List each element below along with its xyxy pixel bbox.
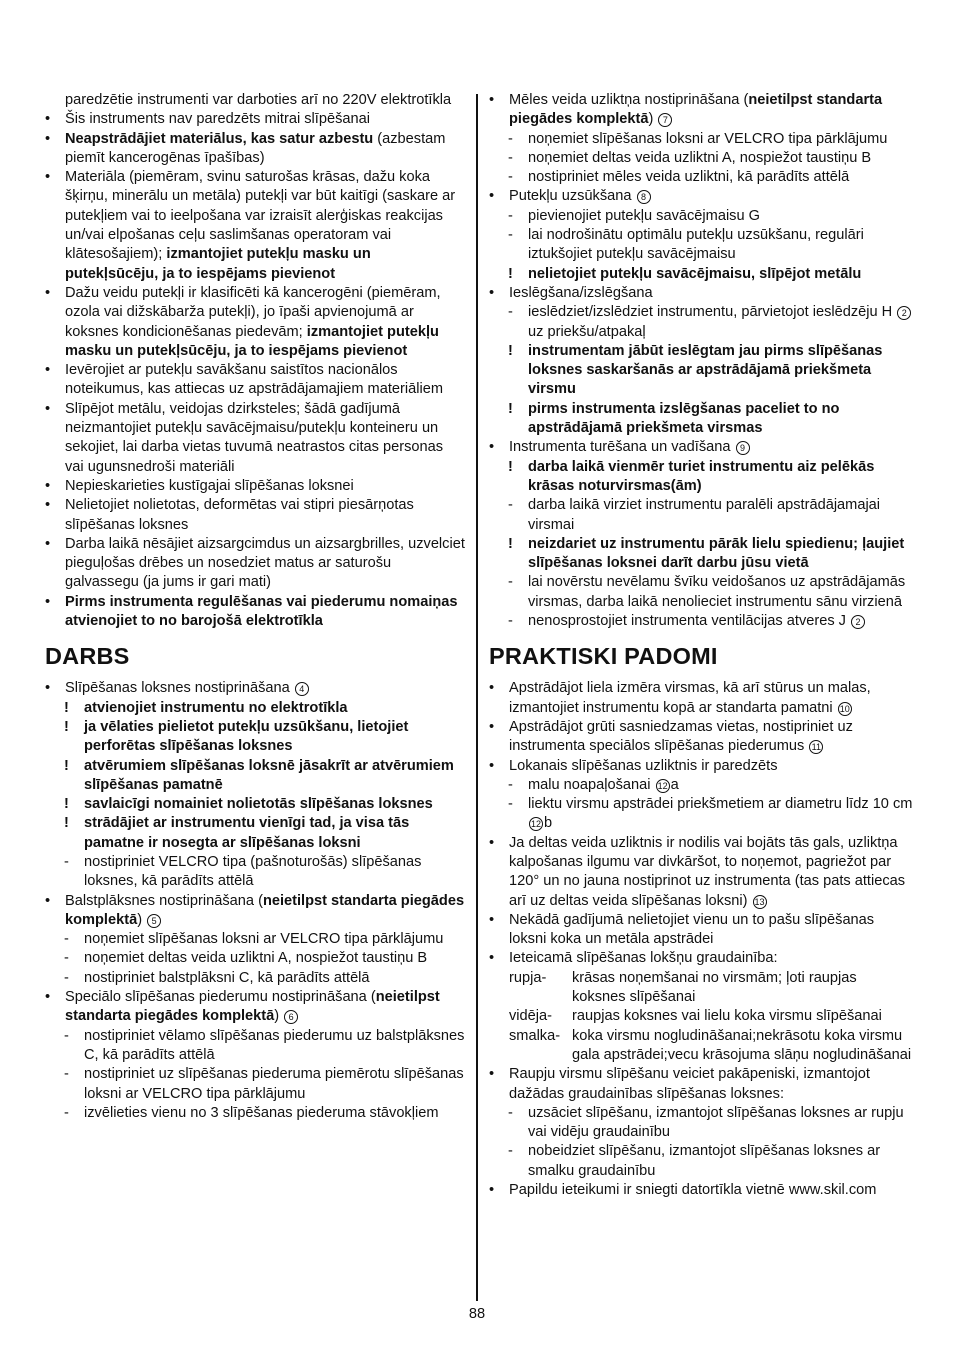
dash-marker: - [64,1104,69,1121]
text: Ja deltas veida uzliktnis ir nodilis vai bojāts tās gals, uzliktņa kalpošanas ilgumu var divkāršot, to noņemot, pagriežot par 120° un no jauna nostiprinot uz instrumenta (tas pats attiecas arī uz deltas veida slīpēšanas loksni) [509,834,906,909]
bullet-marker: • [489,92,495,108]
bullet-item [489,438,914,457]
bullet-item [489,949,914,968]
bullet-item [489,1065,914,1104]
section-heading: PRAKTISKI PADOMI [489,643,718,670]
grit-label: rupja- [509,969,547,986]
warning-icon: ! [508,400,513,417]
grit-description: krāsas noņemšanai no virsmām; ļoti raupjas koksnes slīpēšanai [572,969,857,1006]
dash-marker: - [508,304,513,321]
dash-marker: - [64,853,69,870]
dash-item [508,130,914,149]
dash-marker: - [64,1027,69,1044]
dash-marker: - [508,1104,513,1121]
text: izvēlieties vienu no 3 slīpēšanas piederuma stāvokļiem [84,1104,439,1121]
text: darba laikā virziet instrumentu paralēli apstrādājamajai virsmai [528,497,881,533]
bullet-item [489,187,914,206]
bullet-item [489,757,914,776]
text: Balstplāksnes nostiprināšana ( [65,892,263,909]
bullet-marker: • [45,111,51,128]
bullet-item [489,718,914,757]
section-heading: DARBS [45,643,130,670]
warning-item [64,718,465,757]
figure-ref-icon: 7 [658,113,672,127]
dash-item [508,168,914,187]
warning-item [508,535,914,574]
bullet-marker: • [489,950,495,967]
bullet-marker: • [45,680,51,697]
bullet-item [489,834,914,911]
text: ieslēdziet/izslēdziet instrumentu, pārvietojot ieslēdzēju H [528,304,897,321]
dash-item [64,930,465,949]
bullet-item [45,679,465,698]
bullet-marker: • [489,911,495,928]
dash-marker: - [508,776,513,793]
bold-text: ja vēlaties pielietot putekļu uzsūkšanu, lietojiet perforētas slīpēšanas loksnes [84,718,409,755]
text: nobeidziet slīpēšanu, izmantojot slīpēšanas loksnes ar smalku graudainību [528,1143,881,1179]
text: Slīpējot metālu, veidojas dzirksteles; šādā gadījumā neizmantojiet putekļu savācējmaisu/putekļu konteineru un sekojiet, lai darba vietas tuvumā neatrastos citas personas vai ugunsnedroši materiāli [65,400,444,475]
bold-text: izmantojiet putekļu masku un putekļsūcēju, ja to iespējams pievienot [65,323,439,359]
bullet-marker: • [489,834,495,851]
dash-marker: - [508,613,513,630]
text: Materiāla (piemēram, svinu saturošas krāsas, dažu koka šķirņu, minerālu un metāla) putekļi var būt kaitīgi (saskare ar putekļiem vai to ieelpošana var izraisīt alerģiskas reakcijas un/vai elpošanas ceļu saslimšanas operatoram vai klātesošajiem); [65,169,456,263]
figure-ref-icon: 4 [295,682,309,696]
bold-text: darba laikā vienmēr turiet instrumentu aiz pelēkās krāsas noturvirsmas(ām) [528,458,875,494]
dash-item [508,303,914,342]
bold-text: atvienojiet instrumentu no elektrotīkla [84,699,348,716]
bold-text: nelietojiet putekļu savācējmaisu, slīpējot metālu [528,265,862,282]
text: nostipriniet VELCRO tipa (pašnoturošās) slīpēšanas loksnes, kā parādīts attēlā [84,853,422,890]
text: Nekādā gadījumā nelietojiet vienu un to pašu slīpēšanas loksni koka un metāla apstrādei [509,911,875,948]
bullet-item [45,130,465,169]
text: nostipriniet mēles veida uzliktni, kā parādīts attēlā [528,169,850,186]
dash-marker: - [508,207,513,224]
bullet-item [489,679,914,718]
bullet-item [45,988,465,1027]
text: lai novērstu nevēlamu švīku veidošanos uz apstrādājamās virsmas, darba laikā nenolieciet instrumentu sānu virzienā [528,574,906,610]
warning-icon: ! [64,815,69,832]
bullet-marker: • [45,130,51,147]
text: Speciālo slīpēšanas piederumu nostiprināšana ( [65,989,376,1006]
text: pievienojiet putekļu savācējmaisu G [528,207,761,224]
warning-icon: ! [64,757,69,774]
text: lai nodrošinātu optimālu putekļu uzsūkšanu, regulāri iztukšojiet putekļu savācējmaisu [528,227,864,263]
warning-item [508,400,914,439]
bullet-marker: • [45,362,51,379]
text: ) [274,1008,284,1025]
bullet-marker: • [489,757,495,774]
text: uzsāciet slīpēšanu, izmantojot slīpēšanas loksnes ar rupju vai vidēju graudainību [528,1104,904,1141]
dash-item [64,1104,465,1123]
dash-item [508,226,914,265]
text: Papildu ieteikumi ir sniegti datortīkla vietnē www.skil.com [509,1182,877,1199]
bullet-marker: • [489,439,495,456]
dash-item [508,207,914,226]
dash-marker: - [64,931,69,948]
bold-text: neizdariet uz instrumentu pārāk lielu spiedienu; ļaujiet slīpēšanas loksnei darīt darbu jūsu vietā [528,535,905,572]
warning-item [508,458,914,497]
text: Darba laikā nēsājiet aizsargcimdus un aizsargbrilles, uzvelciet pieguļošas drēbes un nosedziet matus ar saturošu galvassegu (ja jums ir gari mati) [65,535,465,591]
dash-marker: - [64,969,69,986]
warning-icon: ! [508,265,513,282]
figure-ref-icon: 12 [530,819,541,830]
dash-item [64,1065,465,1104]
text: paredzētie instrumenti var darboties arī no 220V elektrotīkla [65,92,452,108]
text: a [670,776,679,793]
bold-text: izmantojiet putekļu masku un putekļsūcēju, ja to iespējams pievienot [65,246,371,282]
bullet-marker: • [489,1182,495,1199]
dash-item [508,573,914,612]
bullet-item [45,477,465,496]
bold-text: instrumentam jābūt ieslēgtam jau pirms slīpēšanas loksnes saskaršanās ar apstrādājamā priekšmeta virsmu [528,342,883,398]
bullet-marker: • [45,989,51,1006]
bold-text: atvērumiem slīpēšanas loksnē jāsakrīt ar atvērumiem slīpēšanas pamatnē [84,757,454,793]
dash-marker: - [508,1143,513,1160]
figure-ref-icon: 12 [657,780,668,791]
dash-item [508,1104,914,1143]
text: b [544,815,553,832]
text: noņemiet slīpēšanas loksni ar VELCRO tipa pārklājumu [84,931,444,948]
bullet-item [45,400,465,477]
dash-marker: - [508,227,513,244]
bullet-item [45,168,465,284]
bold-text: Pirms instrumenta regulēšanas vai piederumu nomaiņas atvienojiet to no barojošā elektrotīkla [65,593,458,630]
warning-item [64,757,465,796]
bold-text: Neapstrādājiet materiālus, kas satur azbestu [65,130,374,147]
bullet-marker: • [45,593,51,610]
text: Ieslēgšana/izslēgšana [509,284,653,301]
figure-ref-icon: 2 [897,306,911,320]
bullet-marker: • [45,169,51,186]
bullet-item [489,91,914,130]
figure-ref-icon: 9 [736,441,750,455]
dash-item [508,149,914,168]
text: nostipriniet balstplāksni C, kā parādīts attēlā [84,969,370,986]
figure-ref-icon: 11 [809,740,823,754]
text: nenosprostojiet instrumenta ventilācijas atveres J [528,613,851,630]
text: ) [137,911,147,928]
warning-item [508,265,914,284]
bullet-item [45,496,465,535]
text: Nelietojiet nolietotas, deformētas vai stipri piesārņotas slīpēšanas loksnes [65,497,414,533]
bullet-marker: • [489,188,495,205]
paragraph [45,91,465,110]
text: liektu virsmu apstrādei priekšmetiem ar diametru līdz 10 cm [528,796,913,813]
dash-item [64,853,465,892]
bold-text: neietilpst standarta piegādes komplektā [509,92,883,128]
dash-item [64,949,465,968]
grit-table [489,969,914,1065]
bullet-marker: • [489,284,495,301]
figure-ref-icon: 8 [637,190,651,204]
text: nostipriniet uz slīpēšanas piederuma piemērotu slīpēšanas loksni ar VELCRO tipa pārklājumu [84,1066,464,1102]
text: ) [648,111,658,128]
figure-ref-icon: 5 [147,914,161,928]
bullet-item [489,284,914,303]
bullet-marker: • [45,477,51,494]
bullet-marker: • [489,680,495,697]
grit-label: vidēja- smalka- [509,1008,561,1044]
bullet-item [489,1181,914,1200]
warning-item [64,795,465,814]
column-divider [476,94,478,1301]
dash-item [508,1142,914,1181]
warning-item [508,342,914,400]
warning-icon: ! [64,718,69,735]
right-column [489,91,914,1200]
bold-text: strādājiet ar instrumentu vienīgi tad, ja visa tās pamatne ir nosegta ar slīpēšanas loksni [84,815,410,851]
warning-icon: ! [508,458,513,475]
text: Raupju virsmu slīpēšanu veiciet pakāpeniski, izmantojot dažādas graudainības slīpēšanas loksnes: [509,1066,870,1102]
bullet-marker: • [45,497,51,514]
dash-item [508,795,914,834]
text: malu noapaļošanai [528,776,655,793]
warning-icon: ! [64,699,69,716]
bullet-item [45,284,465,361]
warning-item [64,699,465,718]
dash-marker: - [64,1066,69,1083]
warning-item [64,814,465,853]
warning-icon: ! [508,342,513,359]
text: noņemiet slīpēšanas loksni ar VELCRO tipa pārklājumu [528,130,888,147]
dash-marker: - [508,574,513,591]
text: Ievērojiet ar putekļu savākšanu saistītos nacionālos noteikumus, kas attiecas uz apstrādājamajiem materiāliem [65,362,443,398]
dash-marker: - [508,796,513,813]
text: Šis instruments nav paredzēts mitrai slīpēšanai [65,111,370,128]
dash-item [64,1027,465,1066]
page-number: 88 [468,1306,486,1322]
warning-icon: ! [64,796,69,813]
text: Mēles veida uzliktņa nostiprināšana ( [509,92,749,108]
bullet-marker: • [489,1066,495,1083]
text: (azbestam piemīt kancerogēnas īpašības) [65,130,446,166]
left-column [45,91,465,1123]
text: nostipriniet vēlamo slīpēšanas piederumu uz balstplāksnes C, kā parādīts attēlā [84,1027,465,1063]
bullet-marker: • [45,400,51,417]
text: Nepieskarieties kustīgajai slīpēšanas loksnei [65,477,354,494]
text: noņemiet deltas veida uzliktni A, nospiežot taustiņu B [528,149,872,166]
dash-marker: - [508,130,513,147]
figure-ref-icon: 10 [839,703,850,714]
dash-marker: - [508,497,513,514]
warning-icon: ! [508,535,513,552]
text: Dažu veidu putekļi ir klasificēti kā kancerogēni (piemēram, ozola vai dižskābarža putekļi), jo īpaši apvienojumā ar koksnes kondicionēšanas piedevām; [65,284,441,340]
bullet-item [45,593,465,632]
bullet-item [489,911,914,950]
dash-item [64,969,465,988]
dash-marker: - [508,149,513,166]
bullet-item [45,361,465,400]
text: Ieteicamā slīpēšanas lokšņu graudainība: [509,950,778,967]
grit-description: raupjas koksnes vai lielu koka virsmu slīpēšanai koka virsmu nogludināšanai;nekrāsotu koka virsmu gala apstrādei;vecu krāsojuma slāņu nogludināšanai [572,1008,912,1063]
text: uz priekšu/atpakaļ [528,323,646,340]
text: Putekļu uzsūkšana [509,188,636,205]
bold-text: neietilpst standarta piegādes komplektā [65,989,440,1025]
text: Apstrādājot grūti sasniedzamas vietas, nostipriniet uz instrumenta speciālos slīpēšanas piederumus [509,718,853,755]
text: noņemiet deltas veida uzliktni A, nospiežot taustiņu B [84,950,428,967]
figure-ref-icon: 2 [851,615,865,629]
text: Apstrādājot liela izmēra virsmas, kā arī stūrus un malas, izmantojiet instrumentu kopā ar standarta pamatni [509,680,871,716]
figure-ref-icon: 6 [284,1010,298,1024]
bullet-marker: • [45,892,51,909]
bullet-item [45,535,465,593]
dash-item [508,776,914,795]
dash-item [508,612,914,631]
text: Slīpēšanas loksnes nostiprināšana [65,680,294,697]
text: Lokanais slīpēšanas uzliktnis ir paredzēts [509,757,778,774]
dash-item [508,496,914,535]
bullet-marker: • [45,284,51,301]
bold-text: savlaicīgi nomainiet nolietotās slīpēšanas loksnes [84,796,433,813]
bold-text: neietilpst standarta piegādes komplektā [65,892,465,928]
bold-text: pirms instrumenta izslēgšanas paceliet to no apstrādājamā priekšmeta virsmas [528,400,840,437]
bullet-item [45,110,465,129]
dash-marker: - [508,169,513,186]
figure-ref-icon: 13 [754,896,765,907]
bullet-item [45,892,465,931]
bullet-marker: • [45,535,51,552]
text: Instrumenta turēšana un vadīšana [509,439,735,456]
bullet-marker: • [489,718,495,735]
dash-marker: - [64,950,69,967]
